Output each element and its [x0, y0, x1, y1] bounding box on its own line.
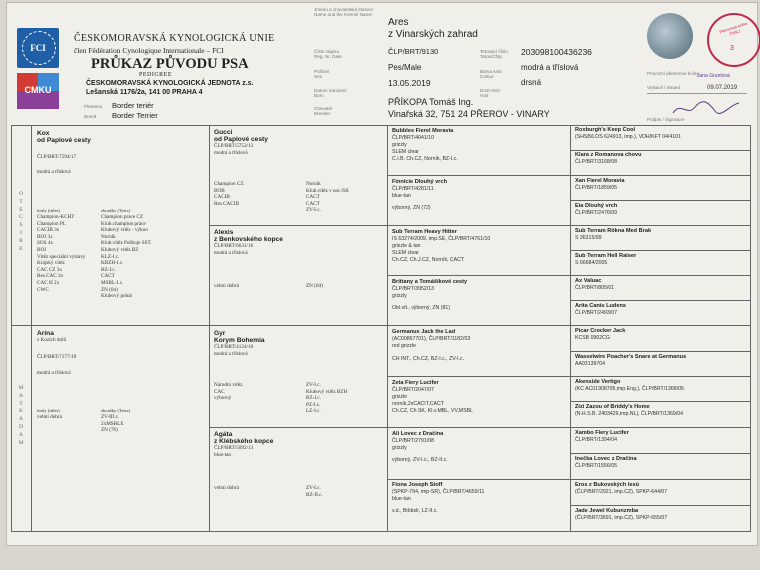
issuer-name: ČESKOMORAVSKÁ KYNOLOGICKÁ JEDNOTA z.s.	[86, 80, 254, 87]
g4-reg-12: (N.H.S.B. 2403429,imp.NL), ČLP/BRT/1369/04	[575, 411, 684, 418]
g4-cell-4	[575, 203, 749, 225]
g4-cell-16	[575, 508, 749, 530]
table-top-border	[11, 125, 751, 126]
signature-line	[647, 93, 747, 94]
g4-cell-7	[575, 278, 749, 300]
document-subtitle: PEDIGREE	[139, 72, 172, 78]
breeder-address: Vinařská 32, 751 24 PŘEROV - VINARY	[388, 109, 550, 119]
label-breeder: Chovatel Breeder	[314, 106, 333, 116]
g3-name-8: Fiona Joseph Stoff	[392, 482, 443, 488]
g2-kennel-1: od Paplové cesty	[214, 136, 268, 144]
g2-results-3: ZV-I.c. Klubový vítěz BZH BZ-I.c. PZ-I.c. LZ-I.c.	[306, 382, 348, 415]
breed-label-cz: Plemeno	[84, 104, 103, 109]
g4-cell-8	[575, 303, 749, 325]
official-seal	[707, 13, 760, 67]
dog-name: Ares	[388, 17, 409, 28]
label-name: Jméno a chovatelská stanice Name and the Kennel Name	[314, 7, 373, 17]
table-left-border	[11, 125, 12, 532]
g2-kennel-4: z Klébského kopce	[214, 438, 274, 446]
issue-label-signature: Podpis / Signature	[647, 117, 685, 122]
row-line-half	[11, 325, 751, 326]
g4-reg-16: (ČLP/BRT/3691, imp.CZ), SPKP-655/07	[575, 515, 668, 522]
g4-name-1: Roxburgh's Keep Cool	[575, 127, 636, 133]
col-line-4	[570, 125, 571, 532]
dam-color: modrá a tříslová	[37, 370, 71, 377]
row-line-q3	[209, 427, 751, 428]
sire-name: Kox	[37, 130, 50, 137]
issue-label-book: Provozní plemenné knihy	[647, 71, 699, 76]
g4-cell-1	[575, 127, 749, 149]
g4-cell-10	[575, 354, 749, 376]
g3-reg-7: ČLP/BRT/2791/08	[392, 438, 435, 445]
g4-reg-15: (ČLP/BRT/2921, imp.CZ), SPKP-644/07	[575, 489, 668, 496]
g4-cell-3	[575, 178, 749, 200]
g4-reg-8: ČLP/BRT/2493/07	[575, 310, 618, 317]
label-sex: Pohlaví Sex	[314, 69, 330, 79]
document-title: PRŮKAZ PŮVODU PSA	[91, 56, 249, 72]
g3-reg-2: ČLP/BRT/4281/11	[392, 186, 434, 193]
row-line-s13	[570, 453, 751, 454]
row-line-e5	[387, 376, 751, 377]
row-line-e7	[387, 479, 751, 480]
g3-reg-5: (AC00867701), ČLP/BRT/1182/03	[392, 336, 471, 343]
g2-name-4: Agáta	[214, 431, 233, 438]
g3-color-6: grizzle	[392, 394, 407, 401]
row-line-s15	[570, 505, 751, 506]
g2-reg-2: ČLP/BRT/6631/16	[214, 243, 254, 250]
g2-titles-2: velmi dobrá	[214, 283, 239, 289]
g3-color-2: blue-tan	[392, 193, 411, 200]
g3-extra-1: SLEM clear C.I.B. Ch.CZ, Norník, BZ-I.c.	[392, 149, 458, 163]
g2-name-3: Gyr	[214, 330, 226, 337]
g3-color-3: grizzle & tan	[392, 243, 421, 250]
g4-name-9: Picar Crocker Jack	[575, 328, 626, 334]
label-tattoo: Tetovací číslo Tatoo/Chip	[480, 49, 508, 59]
table-right-border	[750, 125, 751, 532]
g3-color-5: red grizzle	[392, 343, 416, 350]
g3-extra-4: Obl.vít., výborný, ZN (81)	[392, 305, 450, 312]
sire-results-head: zkoušky (Tests)	[101, 208, 130, 213]
g4-cell-15	[575, 482, 749, 504]
breed-label-en: Breed	[84, 114, 97, 119]
breeder-name: PŘÍKOPA Tomáš Ing.	[388, 97, 474, 107]
g4-name-11: Akenside Vertigo	[575, 379, 621, 385]
g4-name-14: Inečka Lovec z Dračína	[575, 456, 637, 462]
g4-reg-5: S 36315/99	[575, 235, 602, 242]
sire-results: Champion prace CZ Klub.champion práce Klubový vítěz - výkon Norník Klub.vítěz Pošboje SST. Klubový vítěz BZ KLZ-I.c. KBZH-I.c. BZ-I.c. CACT MSBL-I.c. ZN (84) Klubový pohár	[101, 214, 152, 300]
breed-cz: Border teriér	[112, 101, 154, 110]
dam-titles: veliní dobrá	[37, 414, 62, 420]
g4-cell-2	[575, 152, 749, 174]
g4-name-4: Eia Dlouhý vrch	[575, 203, 618, 209]
dob-value: 13.05.2019	[388, 78, 431, 88]
dam-results: ZV-III.c. 2xMSBLE ZN (76)	[101, 414, 124, 434]
g3-reg-8: (SPKP-794, imp-SR), ČLP/BRT/4650/11	[392, 489, 485, 496]
g4-reg-2: ČLP/BRT/3168/08	[575, 159, 618, 166]
row-line-e3	[387, 275, 751, 276]
g2-cell-4	[214, 431, 384, 527]
cmku-logo-text: CMKU	[24, 85, 52, 95]
g3-extra-8: v.d., Brkbslr, LZ-II.c.	[392, 508, 438, 515]
seal-text: Plemenná kniha ČMKJ	[718, 20, 748, 37]
g3-cell-5	[392, 329, 567, 375]
issuer-signature-name: Jana Gruntová	[697, 73, 730, 79]
g4-name-6: Sub Terram Hell Raiser	[575, 253, 637, 259]
g2-results-4: ZV-I.c. BZ-II.c.	[306, 485, 323, 498]
g4-name-15: Eros z Bukovských lesů	[575, 482, 640, 488]
issue-label-issued: Vystavil / Issued	[647, 85, 681, 90]
sire-titles-head: tituly (titles)	[37, 208, 60, 213]
g4-reg-14: ČLP/BRT/1556/05	[575, 463, 618, 470]
dam-reg: ČLP/BRT/7177/19	[37, 353, 77, 360]
pedigree-certificate	[6, 2, 758, 546]
g4-cell-5	[575, 228, 749, 250]
g3-cell-6	[392, 380, 567, 426]
label-dob: Datum narození Born	[314, 88, 347, 98]
fci-logo	[17, 28, 59, 68]
g4-reg-7: ČLP/BRT/805/01	[575, 285, 615, 292]
col-line-1	[31, 125, 32, 532]
dam-name: Arina	[37, 330, 54, 337]
dam-cell	[37, 330, 205, 526]
col-line-2	[209, 125, 210, 532]
breed-en: Border Terrier	[112, 111, 158, 120]
g2-name-2: Alexis	[214, 229, 234, 236]
g3-name-3: Sub Terram Heavy Hitter	[392, 229, 457, 235]
g3-extra-2: výborný, ZN (72)	[392, 205, 431, 212]
chip-number: 203098100436236	[521, 47, 592, 57]
g4-reg-10: AA03139704	[575, 361, 606, 368]
sire-reg: ČLP/BRT/7594/17	[37, 154, 77, 161]
g3-reg-1: ČLP/BRT/4041/10	[392, 135, 435, 142]
row-line-s9	[570, 351, 751, 352]
dam-kennel: z Kozích dolů	[37, 337, 67, 344]
g4-reg-9: KCSB 0902CG	[575, 335, 610, 342]
g4-reg-4: ČLP/BRT/2476/09	[575, 210, 618, 217]
g4-cell-6	[575, 253, 749, 275]
seal-number: 3	[730, 45, 734, 52]
g4-name-7: Ax Valuac	[575, 278, 602, 284]
g4-cell-14	[575, 456, 749, 478]
g4-reg-11: (KC AC01908705,imp.Eng.), ČLP/BRT/1368/05	[575, 386, 684, 393]
row-line-q1	[209, 225, 751, 226]
g3-extra-6: norník,2xCACIT,CACT Ch.CZ, Ch.SK, Kl.v.MBL, VV,MSBL	[392, 401, 474, 415]
col-line-3	[387, 125, 388, 532]
g4-reg-3: ČLP/BRT/1859/05	[575, 185, 618, 192]
g3-color-1: grizzly	[392, 142, 407, 149]
g4-name-8: Arita Canis Ludens	[575, 303, 626, 309]
sire-cell	[37, 130, 205, 322]
g2-titles-1: Champion CZ BOB CACIB Res.CACIB	[214, 181, 244, 207]
g3-color-7: grizzly	[392, 445, 407, 452]
g4-reg-13: ČLP/BRT/1394/04	[575, 437, 618, 444]
registration-number: ČLP/BRT/9130	[388, 47, 439, 56]
g2-reg-3: ČLP/BRT/4124/10	[214, 344, 254, 351]
g3-reg-6: ČLP/BRT/2047/07	[392, 387, 435, 394]
g2-titles-3: Národní vítěz CAC výborný	[214, 382, 243, 402]
union-title: ČESKOMORAVSKÁ KYNOLOGICKÁ UNIE	[74, 33, 275, 44]
g4-reg-6: S 66684/2005	[575, 260, 608, 267]
sire-titles: Champion-KCHT Champion PL CACIB 3x BOJ 3x SOS 4x BOJ Vítěz speciální výstavy Krajský vítěz CAC CZ 3x Res.CAC 3x CAC H 2x CWC	[37, 214, 86, 293]
dam-titles-head: tituly (titles)	[37, 408, 60, 413]
g3-cell-7	[392, 431, 567, 478]
hologram	[647, 13, 693, 59]
g3-color-4: grizzly	[392, 293, 407, 300]
g4-cell-9	[575, 328, 749, 350]
g2-titles-4: velmi dobrá	[214, 485, 239, 491]
g2-kennel-3: Korym Bohemia	[214, 337, 265, 345]
sex-value: Pes/Male	[388, 63, 422, 72]
g3-cell-1	[392, 128, 567, 174]
g2-results-2: ZN (84)	[306, 283, 323, 289]
g2-color-4: blue-tan	[214, 452, 231, 458]
g2-cell-3	[214, 330, 384, 424]
g4-name-16: Jade Jewel Kubunzmba	[575, 508, 639, 514]
g2-results-1: Norník Klub.vítěz v nor./SK CACT CACT ZV-I.c.	[306, 181, 349, 214]
issuer-address: Lešanská 1176/2a, 141 00 PRAHA 4	[86, 89, 203, 96]
table-bottom-border	[11, 531, 751, 532]
row-line-e1	[387, 175, 751, 176]
label-reg: Číslo zápisu Reg. Nr. Date	[314, 49, 342, 59]
g4-name-12: Zizi Zazou of Briddy's Home	[575, 404, 650, 410]
row-line-s11	[570, 401, 751, 402]
g3-name-7: Ali Lovec z Dračína	[392, 431, 444, 437]
issue-date: 09.07.2019	[707, 85, 738, 91]
g4-cell-12	[575, 404, 749, 426]
dam-side-label: M A T K A D A M	[18, 385, 24, 446]
g2-color-2: modrá a tříslová	[214, 250, 248, 256]
g3-name-4: Brittany a Tomášikové cesty	[392, 279, 468, 285]
hair-value: drsná	[521, 78, 542, 87]
g3-extra-7: výborný, ZV-I.c., BZ-II.c.	[392, 457, 448, 464]
g4-name-2: Klara z Romanova chovu	[575, 152, 642, 158]
g4-name-13: Xambo Fiery Lucifer	[575, 430, 629, 436]
label-hair: Druh srsti Hair	[480, 88, 500, 98]
g2-reg-4: ČLP/BRT/5092/13	[214, 445, 254, 452]
g2-color-1: modrá a tříslová	[214, 150, 248, 156]
g4-name-5: Sub Terram Rökna Med Brak	[575, 228, 652, 234]
g2-color-3: modrá a tříslová	[214, 351, 248, 357]
g3-reg-3: IS 63274/2009, imp.SE, ČLP/BRT/4761/10	[392, 236, 491, 243]
dam-results-head: zkoušky (Tests)	[101, 408, 130, 413]
g3-cell-4	[392, 279, 567, 324]
sire-kennel: od Paplové cesty	[37, 137, 91, 145]
g2-cell-1	[214, 129, 384, 223]
row-line-s5	[570, 250, 751, 251]
sire-side-label: O T E C S I R E	[18, 191, 24, 252]
row-line-s1	[570, 150, 751, 151]
cmku-logo	[17, 73, 59, 109]
g4-name-10: Wasselwire Poacher's Snare at Germanus	[575, 354, 687, 360]
g3-reg-4: ČLP/BRT/3952/13	[392, 286, 435, 293]
g3-cell-2	[392, 179, 567, 224]
g4-reg-1: (SHSB/LOS 624913, imp.), VDH/KFT 04/4101	[575, 134, 682, 141]
label-color: Barva srsti Colour	[480, 69, 502, 79]
g2-cell-2	[214, 229, 384, 323]
g3-name-1: Bubbles Fierel Moravia	[392, 128, 454, 134]
g2-name-1: Gucci	[214, 129, 233, 136]
g4-name-3: Xan Fierel Moravia	[575, 178, 625, 184]
g3-cell-3	[392, 229, 567, 274]
color-value: modrá a tříslová	[521, 63, 579, 72]
g3-extra-3: SLEM clear Ch.CZ, Ch.J.CZ, Norník, CACT	[392, 250, 465, 264]
g3-color-8: blue-tan	[392, 496, 411, 503]
row-line-s7	[570, 300, 751, 301]
g3-extra-5: CH INT., Ch.CZ, BZ-I.c., ZV-I.c.	[392, 356, 465, 363]
dog-kennel: z Vinarských zahrad	[388, 29, 478, 40]
g3-cell-8	[392, 482, 567, 530]
fci-member-line: člen Fédération Cynologique Internationale – FCI	[74, 46, 224, 55]
g2-reg-1: ČLP/BRT/5753/13	[214, 143, 254, 150]
fci-logo-text: FCI	[30, 43, 46, 53]
g4-cell-11	[575, 379, 749, 401]
row-line-s3	[570, 200, 751, 201]
g3-name-6: Zeta Fiery Lucifer	[392, 380, 439, 386]
g3-name-2: Finnicie Dlouhý vrch	[392, 179, 448, 185]
g2-kennel-2: z Benkovského kopce	[214, 236, 283, 244]
g4-cell-13	[575, 430, 749, 452]
sire-color: modrá a tříslová	[37, 169, 71, 175]
g3-name-5: Germanus Jack the Lad	[392, 329, 456, 335]
